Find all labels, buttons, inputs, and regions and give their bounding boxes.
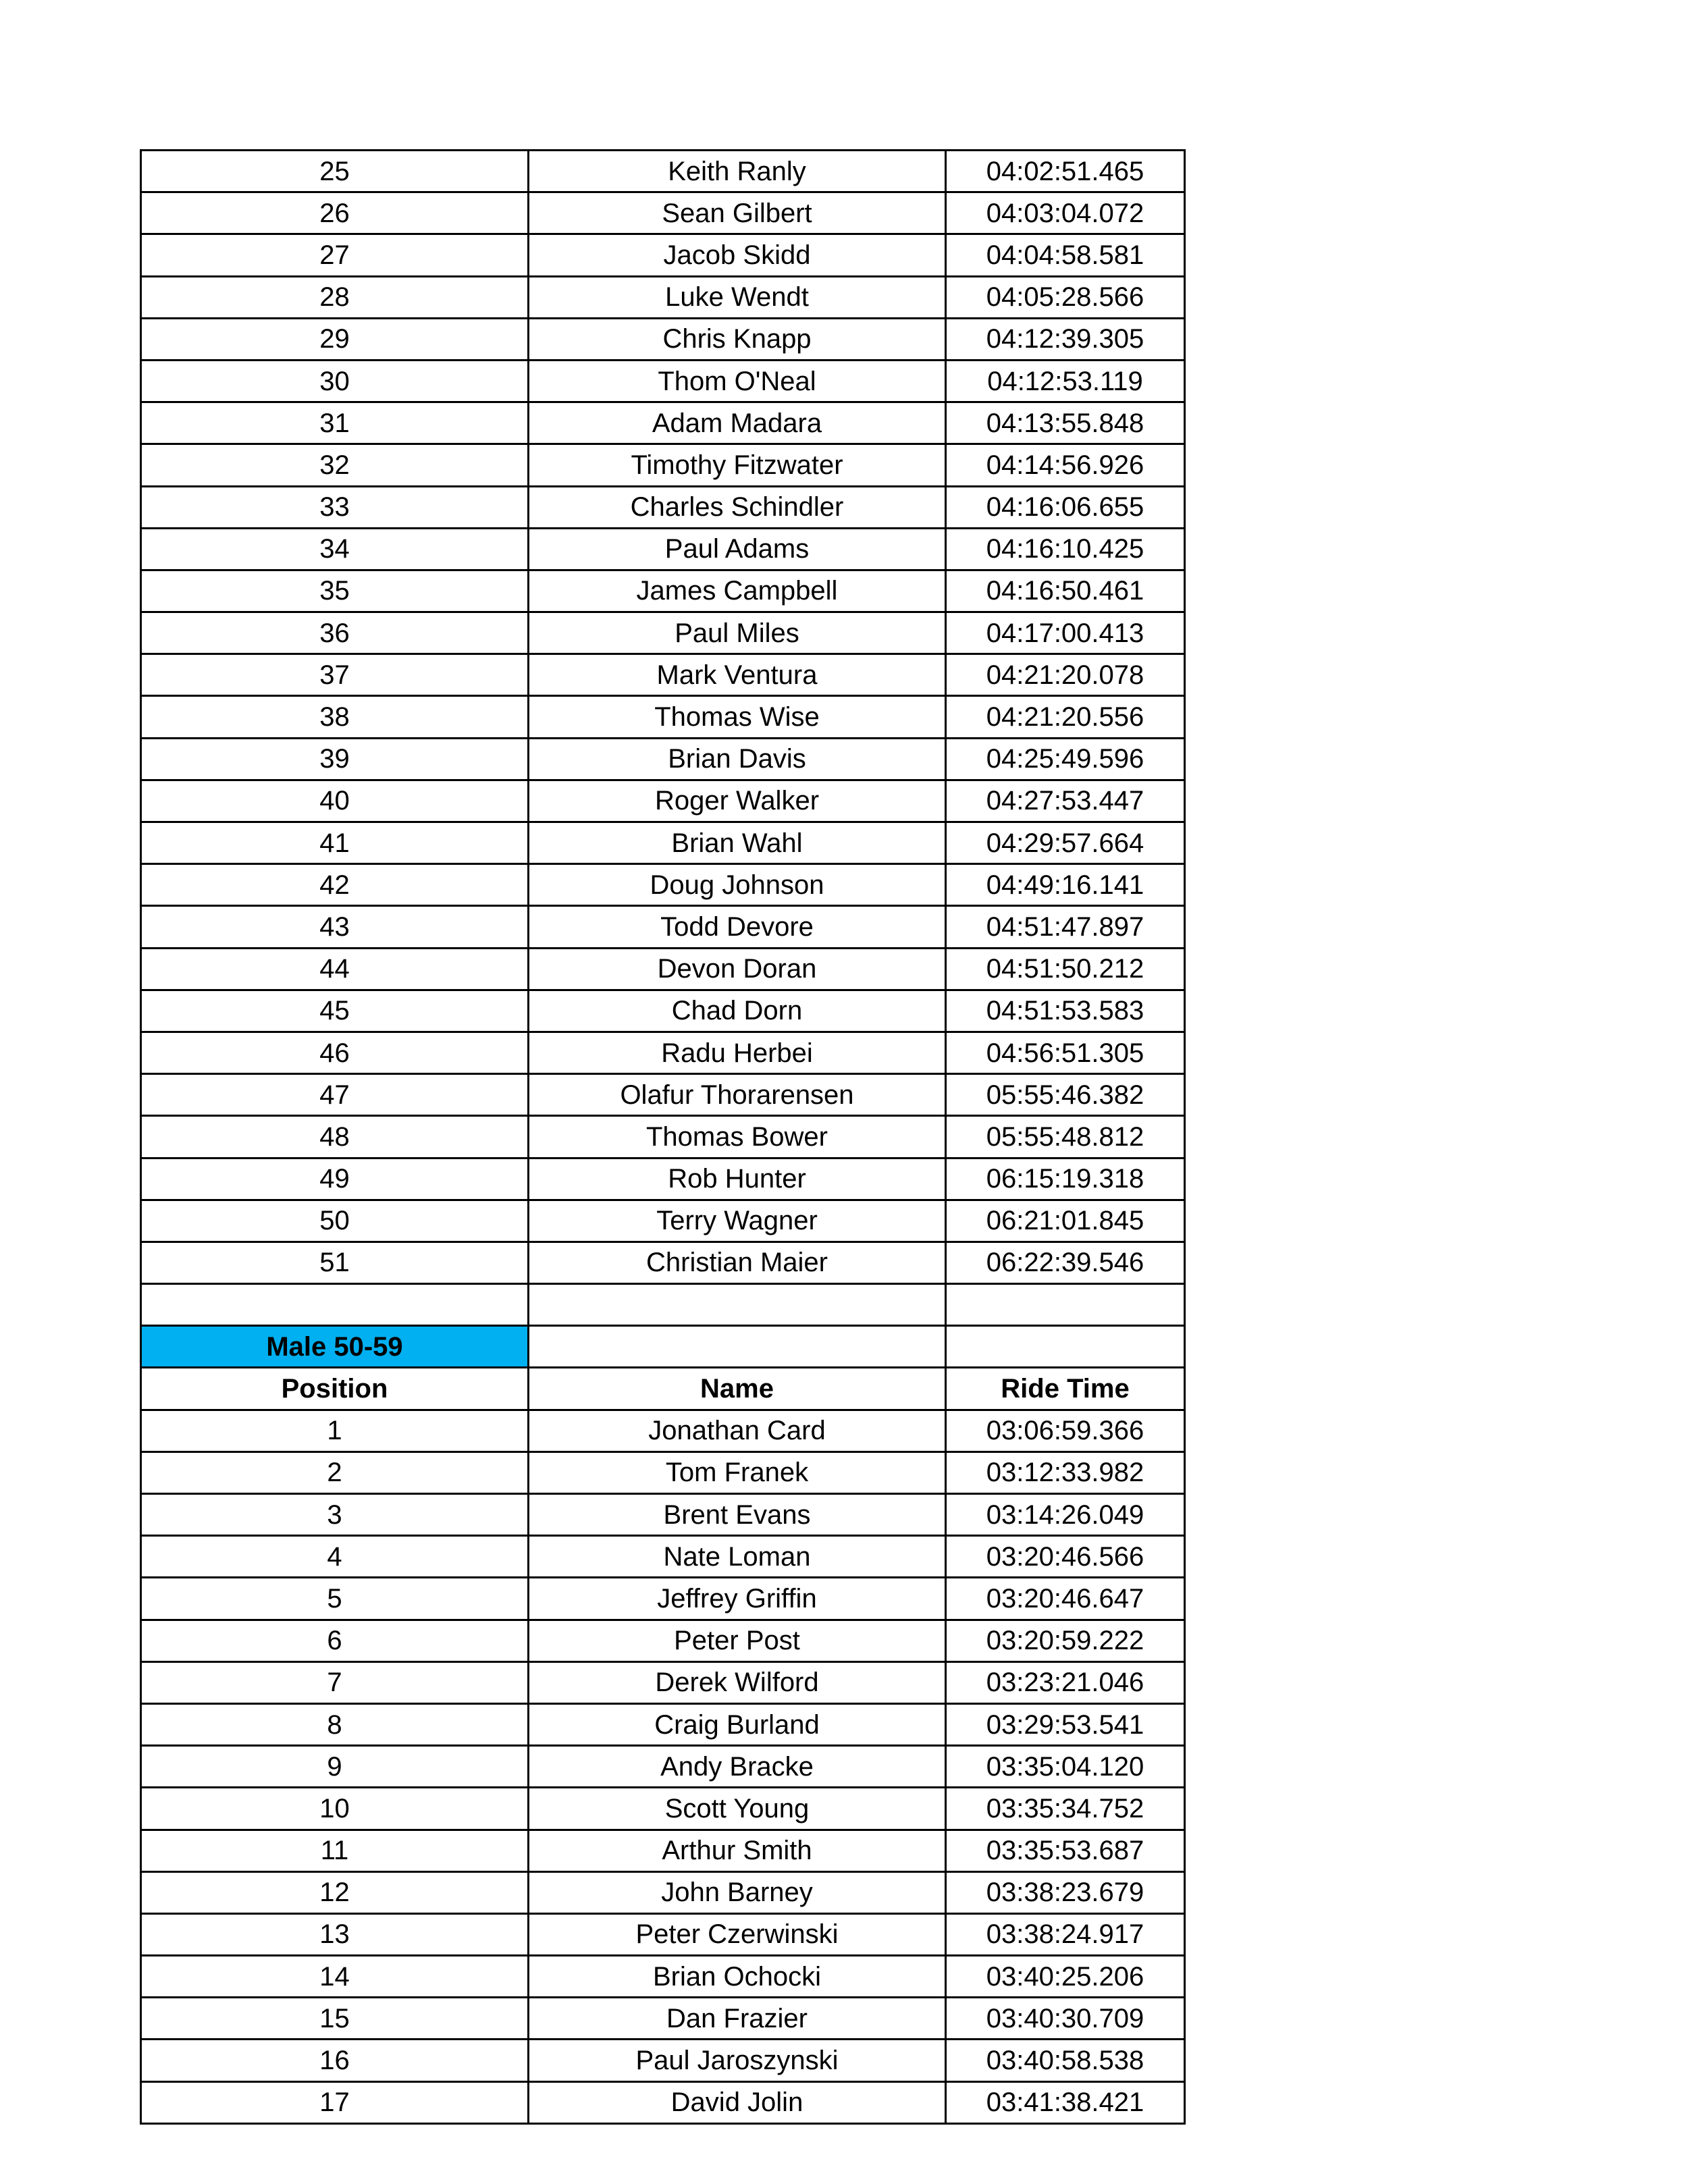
name-cell: Thomas Wise	[529, 696, 946, 738]
ride-time-cell: 06:22:39.546	[946, 1242, 1185, 1283]
ride-time-cell: 04:17:00.413	[946, 612, 1185, 654]
position-cell: 17	[141, 2081, 529, 2123]
ride-time-cell: 05:55:48.812	[946, 1116, 1185, 1158]
name-cell: Nate Loman	[529, 1536, 946, 1578]
name-cell: Timothy Fitzwater	[529, 444, 946, 486]
ride-time-cell: 04:51:50.212	[946, 948, 1185, 990]
table-row	[141, 318, 1185, 360]
name-cell: Terry Wagner	[529, 1200, 946, 1242]
table-row	[141, 738, 1185, 780]
ride-time-cell: 04:29:57.664	[946, 822, 1185, 864]
position-cell: 47	[141, 1074, 529, 1116]
category-label: Male 50-59	[141, 1326, 529, 1368]
table-row	[141, 612, 1185, 654]
name-cell: Adam Madara	[529, 402, 946, 444]
ride-time-cell: 03:20:46.647	[946, 1578, 1185, 1620]
name-cell: Brian Ochocki	[529, 1956, 946, 1998]
continued-results	[141, 151, 1185, 1284]
table-row	[141, 360, 1185, 402]
position-cell: 7	[141, 1661, 529, 1703]
category-title-row	[141, 1326, 1185, 1368]
blank-cell	[529, 1326, 946, 1368]
name-cell: Tom Franek	[529, 1451, 946, 1493]
position-cell: 9	[141, 1746, 529, 1788]
ride-time-cell: 03:23:21.046	[946, 1661, 1185, 1703]
name-cell: Paul Adams	[529, 528, 946, 570]
table-row	[141, 234, 1185, 276]
blank-cell	[946, 1326, 1185, 1368]
position-cell: 15	[141, 1998, 529, 2040]
name-cell: Doug Johnson	[529, 864, 946, 906]
name-cell: Radu Herbei	[529, 1032, 946, 1073]
position-cell: 25	[141, 151, 529, 192]
table-row	[141, 1242, 1185, 1283]
table-row	[141, 1536, 1185, 1578]
table-row	[141, 402, 1185, 444]
ride-time-cell: 03:41:38.421	[946, 2081, 1185, 2123]
table-row	[141, 2081, 1185, 2123]
category-section	[141, 1326, 1185, 1410]
name-cell: Chris Knapp	[529, 318, 946, 360]
position-cell: 29	[141, 318, 529, 360]
table-row	[141, 192, 1185, 234]
name-cell: Scott Young	[529, 1788, 946, 1830]
position-cell: 42	[141, 864, 529, 906]
ride-time-cell: 04:27:53.447	[946, 780, 1185, 822]
table-row	[141, 654, 1185, 696]
table-row	[141, 1116, 1185, 1158]
name-cell: Charles Schindler	[529, 486, 946, 528]
name-cell: Jacob Skidd	[529, 234, 946, 276]
position-cell: 50	[141, 1200, 529, 1242]
name-header: Name	[529, 1368, 946, 1410]
table-row	[141, 990, 1185, 1032]
position-header: Position	[141, 1368, 529, 1410]
ride-time-cell: 04:16:50.461	[946, 570, 1185, 612]
ride-time-cell: 03:38:24.917	[946, 1913, 1185, 1955]
ride-time-cell: 04:51:47.897	[946, 906, 1185, 948]
ride-time-cell: 06:15:19.318	[946, 1158, 1185, 1200]
position-cell: 1	[141, 1410, 529, 1451]
name-cell: Peter Czerwinski	[529, 1913, 946, 1955]
name-cell: Brian Davis	[529, 738, 946, 780]
position-cell: 36	[141, 612, 529, 654]
table-row	[141, 1158, 1185, 1200]
position-cell: 16	[141, 2040, 529, 2081]
position-cell: 41	[141, 822, 529, 864]
table-row	[141, 1830, 1185, 1871]
table-row	[141, 1032, 1185, 1073]
name-cell: Paul Jaroszynski	[529, 2040, 946, 2081]
name-cell: Brian Wahl	[529, 822, 946, 864]
name-cell: Thom O'Neal	[529, 360, 946, 402]
name-cell: Mark Ventura	[529, 654, 946, 696]
ride-time-cell: 04:16:10.425	[946, 528, 1185, 570]
name-cell: Brent Evans	[529, 1494, 946, 1536]
name-cell: Luke Wendt	[529, 276, 946, 318]
position-cell: 28	[141, 276, 529, 318]
ride-time-cell: 04:05:28.566	[946, 276, 1185, 318]
table-row	[141, 906, 1185, 948]
ride-time-cell: 06:21:01.845	[946, 1200, 1185, 1242]
position-cell: 3	[141, 1494, 529, 1536]
table-row	[141, 1703, 1185, 1745]
name-cell: David Jolin	[529, 2081, 946, 2123]
category-section-spacer	[141, 1284, 1185, 1326]
ride-time-cell: 04:56:51.305	[946, 1032, 1185, 1073]
position-cell: 43	[141, 906, 529, 948]
column-header-row	[141, 1368, 1185, 1410]
position-cell: 33	[141, 486, 529, 528]
position-cell: 40	[141, 780, 529, 822]
position-cell: 44	[141, 948, 529, 990]
name-cell: Keith Ranly	[529, 151, 946, 192]
blank-row	[141, 1284, 1185, 1326]
name-cell: Rob Hunter	[529, 1158, 946, 1200]
ride-time-cell: 05:55:46.382	[946, 1074, 1185, 1116]
position-cell: 46	[141, 1032, 529, 1073]
ride-time-cell: 04:12:53.119	[946, 360, 1185, 402]
position-cell: 34	[141, 528, 529, 570]
table-row	[141, 1746, 1185, 1788]
name-cell: Andy Bracke	[529, 1746, 946, 1788]
position-cell: 14	[141, 1956, 529, 1998]
name-cell: Jeffrey Griffin	[529, 1578, 946, 1620]
name-cell: Craig Burland	[529, 1703, 946, 1745]
ride-time-cell: 03:06:59.366	[946, 1410, 1185, 1451]
ride-time-cell: 03:40:30.709	[946, 1998, 1185, 2040]
table-row	[141, 696, 1185, 738]
name-cell: Todd Devore	[529, 906, 946, 948]
ride-time-cell: 03:12:33.982	[946, 1451, 1185, 1493]
name-cell: Roger Walker	[529, 780, 946, 822]
ride-time-cell: 04:02:51.465	[946, 151, 1185, 192]
name-cell: Chad Dorn	[529, 990, 946, 1032]
table-row	[141, 864, 1185, 906]
table-row	[141, 1200, 1185, 1242]
position-cell: 26	[141, 192, 529, 234]
ride-time-cell: 03:20:46.566	[946, 1536, 1185, 1578]
position-cell: 35	[141, 570, 529, 612]
position-cell: 31	[141, 402, 529, 444]
table-row	[141, 780, 1185, 822]
ride-time-header: Ride Time	[946, 1368, 1185, 1410]
ride-time-cell: 03:35:53.687	[946, 1830, 1185, 1871]
table-row	[141, 1410, 1185, 1451]
position-cell: 8	[141, 1703, 529, 1745]
name-cell: John Barney	[529, 1871, 946, 1913]
name-cell: Sean Gilbert	[529, 192, 946, 234]
results-table	[140, 149, 1186, 2125]
position-cell: 49	[141, 1158, 529, 1200]
category-results	[141, 1410, 1185, 2123]
ride-time-cell: 03:35:04.120	[946, 1746, 1185, 1788]
name-cell: Olafur Thorarensen	[529, 1074, 946, 1116]
position-cell: 45	[141, 990, 529, 1032]
ride-time-cell: 03:35:34.752	[946, 1788, 1185, 1830]
position-cell: 38	[141, 696, 529, 738]
position-cell: 13	[141, 1913, 529, 1955]
table-row	[141, 1578, 1185, 1620]
ride-time-cell: 03:40:58.538	[946, 2040, 1185, 2081]
ride-time-cell: 04:25:49.596	[946, 738, 1185, 780]
position-cell: 4	[141, 1536, 529, 1578]
name-cell: Peter Post	[529, 1620, 946, 1661]
position-cell: 51	[141, 1242, 529, 1283]
table-row	[141, 151, 1185, 192]
ride-time-cell: 04:16:06.655	[946, 486, 1185, 528]
table-row	[141, 1074, 1185, 1116]
name-cell: Derek Wilford	[529, 1661, 946, 1703]
table-row	[141, 1788, 1185, 1830]
blank-cell	[141, 1284, 529, 1326]
table-row	[141, 570, 1185, 612]
table-row	[141, 1956, 1185, 1998]
table-row	[141, 528, 1185, 570]
table-row	[141, 1451, 1185, 1493]
name-cell: Devon Doran	[529, 948, 946, 990]
table-row	[141, 1620, 1185, 1661]
ride-time-cell: 04:03:04.072	[946, 192, 1185, 234]
ride-time-cell: 04:04:58.581	[946, 234, 1185, 276]
position-cell: 5	[141, 1578, 529, 1620]
table-row	[141, 1661, 1185, 1703]
name-cell: Paul Miles	[529, 612, 946, 654]
ride-time-cell: 03:20:59.222	[946, 1620, 1185, 1661]
table-row	[141, 486, 1185, 528]
ride-time-cell: 03:40:25.206	[946, 1956, 1185, 1998]
blank-cell	[529, 1284, 946, 1326]
position-cell: 30	[141, 360, 529, 402]
ride-time-cell: 03:14:26.049	[946, 1494, 1185, 1536]
table-row	[141, 444, 1185, 486]
name-cell: James Campbell	[529, 570, 946, 612]
name-cell: Jonathan Card	[529, 1410, 946, 1451]
ride-time-cell: 04:49:16.141	[946, 864, 1185, 906]
ride-time-cell: 04:21:20.078	[946, 654, 1185, 696]
position-cell: 32	[141, 444, 529, 486]
position-cell: 27	[141, 234, 529, 276]
position-cell: 12	[141, 1871, 529, 1913]
position-cell: 2	[141, 1451, 529, 1493]
ride-time-cell: 03:38:23.679	[946, 1871, 1185, 1913]
position-cell: 37	[141, 654, 529, 696]
table-row	[141, 1913, 1185, 1955]
table-row	[141, 1871, 1185, 1913]
table-row	[141, 1494, 1185, 1536]
ride-time-cell: 04:21:20.556	[946, 696, 1185, 738]
table-row	[141, 2040, 1185, 2081]
table-row	[141, 1998, 1185, 2040]
position-cell: 39	[141, 738, 529, 780]
ride-time-cell: 03:29:53.541	[946, 1703, 1185, 1745]
ride-time-cell: 04:14:56.926	[946, 444, 1185, 486]
position-cell: 48	[141, 1116, 529, 1158]
name-cell: Thomas Bower	[529, 1116, 946, 1158]
blank-cell	[946, 1284, 1185, 1326]
ride-time-cell: 04:13:55.848	[946, 402, 1185, 444]
name-cell: Christian Maier	[529, 1242, 946, 1283]
ride-time-cell: 04:51:53.583	[946, 990, 1185, 1032]
position-cell: 10	[141, 1788, 529, 1830]
name-cell: Arthur Smith	[529, 1830, 946, 1871]
position-cell: 11	[141, 1830, 529, 1871]
table-row	[141, 948, 1185, 990]
name-cell: Dan Frazier	[529, 1998, 946, 2040]
position-cell: 6	[141, 1620, 529, 1661]
ride-time-cell: 04:12:39.305	[946, 318, 1185, 360]
table-row	[141, 822, 1185, 864]
table-row	[141, 276, 1185, 318]
